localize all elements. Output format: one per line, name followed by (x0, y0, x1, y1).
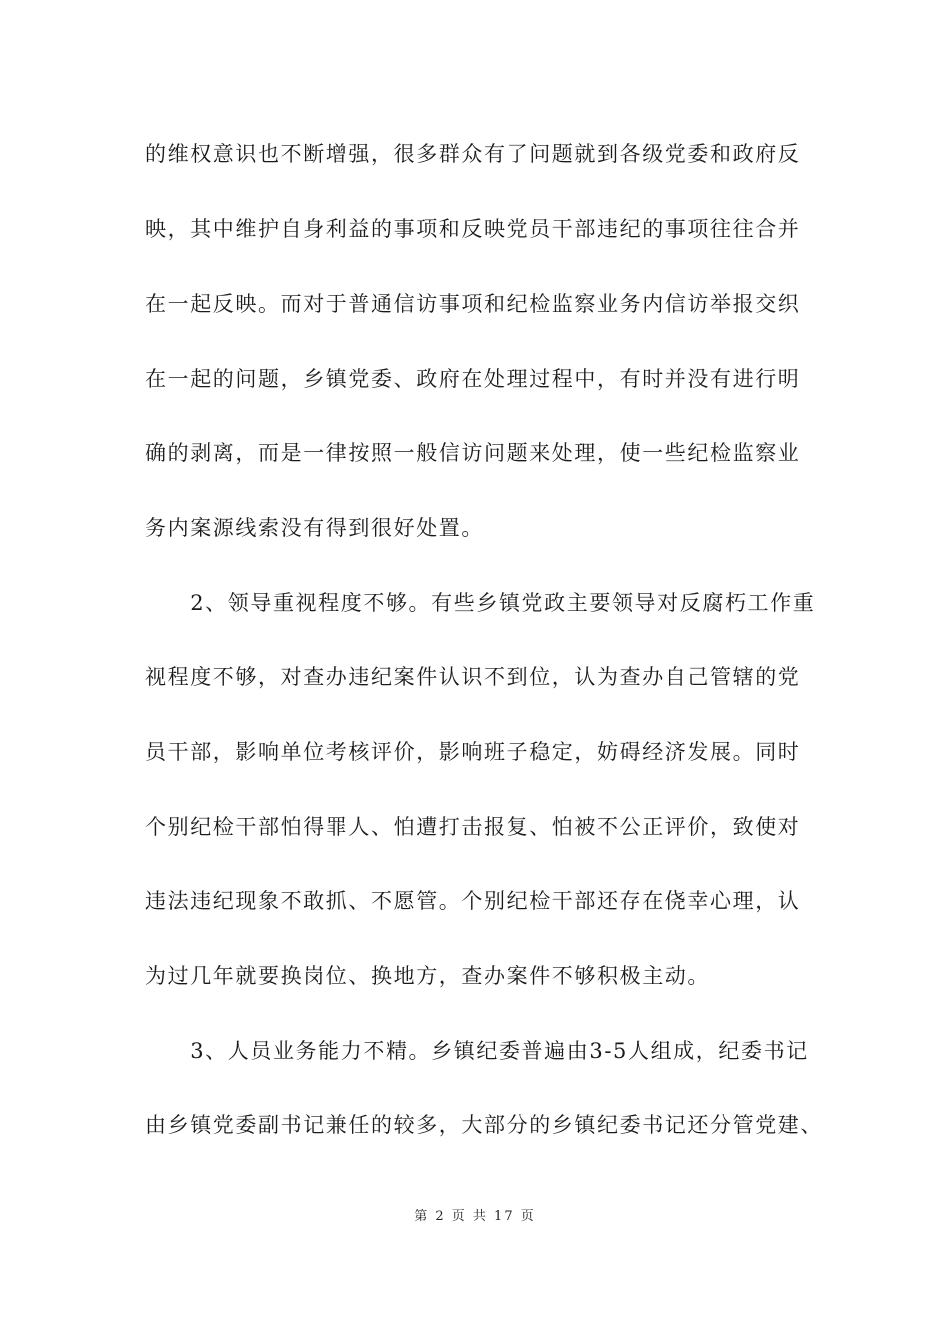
body-text-line: 为过几年就要换岗位、换地方，查办案件不够积极主动。 (145, 964, 710, 988)
body-text-line: 的维权意识也不断增强，很多群众有了问题就到各级党委和政府反 (145, 142, 801, 166)
paragraph-start-line: 3、人员业务能力不精。乡镇纪委普遍由3-5人组成，纪委书记 (145, 1039, 809, 1063)
body-text-line: 视程度不够，对查办违纪案件认识不到位，认为查办自己管辖的党 (145, 665, 801, 689)
body-text-line: 映，其中维护自身利益的事项和反映党员干部违纪的事项往往合并 (145, 217, 801, 241)
body-text-line: 个别纪检干部怕得罪人、怕遭打击报复、怕被不公正评价，致使对 (145, 815, 801, 839)
paragraph-start-line: 2、领导重视程度不够。有些乡镇党政主要领导对反腐朽工作重 (145, 591, 816, 615)
body-text-line: 由乡镇党委副书记兼任的较多，大部分的乡镇纪委书记还分管党建、 (145, 1113, 823, 1137)
body-text-line: 在一起反映。而对于普通信访事项和纪检监察业务内信访举报交织 (145, 292, 801, 316)
body-text-line: 务内案源线索没有得到很好处置。 (145, 516, 484, 540)
page-number-footer: 第 2 页 共 17 页 (414, 1209, 536, 1224)
body-text-line: 违法违纪现象不敢抓、不愿管。个别纪检干部还存在侥幸心理，认 (145, 889, 801, 913)
body-text-line: 员干部，影响单位考核评价，影响班子稳定，妨碍经济发展。同时 (145, 740, 801, 764)
body-text-line: 确的剥离，而是一律按照一般信访问题来处理，使一些纪检监察业 (145, 441, 801, 465)
body-text-line: 在一起的问题，乡镇党委、政府在处理过程中，有时并没有进行明 (145, 367, 801, 391)
